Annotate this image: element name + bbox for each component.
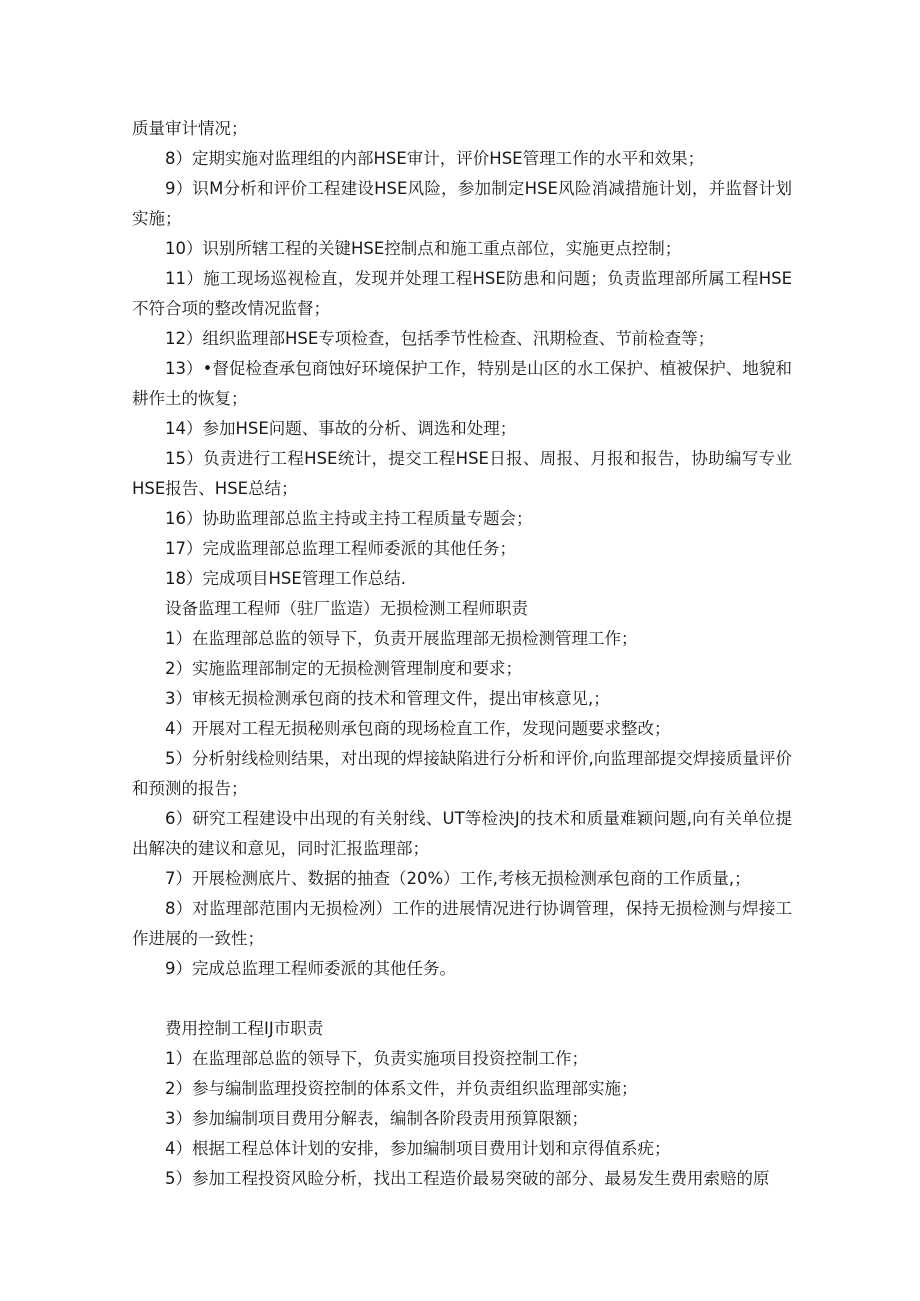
list-item: 5）分析射线检则结果，对出现的焊接缺陷进行分析和评价,向监理部提交焊接质量评价和预测的报告； — [132, 749, 792, 798]
list-item: 13）•督促检查承包商蚀好环境保护工作，特别是山区的水工保护、植被保护、地貌和耕作土的恢复； — [132, 359, 792, 408]
document-body — [132, 114, 792, 1194]
section-heading: 设备监理工程师（驻厂监造）无损检测工程师职责 — [165, 599, 528, 618]
list-item: 15）负责进行工程HSE统计，提交工程HSE日报、周报、月报和报告，协助编写专业HSE报告、HSE总结； — [132, 449, 792, 498]
list-item: 18）完成项目HSE管理工作总结. — [165, 569, 407, 588]
list-item: 9）完成总监理工程师委派的其他任务。 — [165, 959, 456, 978]
list-item: 3）审核无损检测承包商的技术和管理文件，提出审核意见,； — [165, 689, 610, 708]
list-item: 8）对监理部范围内无损检冽）工作的进展情况进行协调管理，保持无损检测与焊接工作进展的一致性； — [132, 899, 792, 948]
list-item: 14）参加HSE问题、事故的分析、调选和处理； — [165, 419, 517, 438]
list-item: 11）施工现场巡视检直，发现并处理工程HSE防患和问题；负责监理部所属工程HSE不符合项的整改情况监督； — [132, 269, 792, 318]
list-item: 12）组织监理部HSE专项检查，包括季节性检查、汛期检查、节前检查等； — [165, 329, 715, 348]
list-item: 1）在监理部总监的领导下，负责实施项目投资控制工作； — [165, 1049, 588, 1068]
list-item: 9）识M分析和评价工程建设HSE风险，参加制定HSE风险消减措施计划，并监督计划实施； — [132, 179, 792, 228]
section-heading: 费用控制工程IJ市职责 — [165, 1019, 324, 1038]
list-item: 7）开展检测底片、数据的抽查（20%）工作,考核无损检测承包商的工作质量,； — [165, 869, 751, 888]
list-item: 5）参加工程投资风睑分析，找出工程造价最易突破的部分、最易发生费用索赔的原 — [165, 1169, 770, 1188]
list-item: 16）协助监理部总监主持或主持工程质量专题会； — [165, 509, 533, 528]
list-item: 3）参加编制项目费用分解表，编制各阶段责用预算限额； — [165, 1109, 588, 1128]
list-item: 8）定期实施对监理组的内部HSE审计，评价HSE管理工作的水平和效果； — [165, 149, 705, 168]
list-item: 10）识别所辖工程的关键HSE控制点和施工重点部位，实施更点控制； — [165, 239, 682, 258]
list-item: 17）完成监理部总监理工程师委派的其他任务； — [165, 539, 516, 558]
list-item: 质量审计情况； — [132, 119, 248, 138]
list-item: 1）在监理部总监的领导下，负责开展监理部无损检测管理工作； — [165, 629, 638, 648]
list-item: 2）参与编制监理投资控制的体系文件，并负责组织监理部实施； — [165, 1079, 638, 1098]
list-item: 4）根据工程总体计划的安排，参加编制项目费用计划和京得值系疣； — [165, 1139, 671, 1158]
list-item: 6）研究工程建设中出现的有关射线、UT等检泱J的技术和质量难颖问题,向有关单位提出解决的建议和意见，同时汇报监理部； — [132, 809, 792, 858]
list-item: 2）实施监理部制定的无损检测管理制度和要求； — [165, 659, 522, 678]
list-item: 4）开展对工程无损秘则承包商的现场检直工作，发现问题要求整改； — [165, 719, 671, 738]
blank-line — [132, 984, 792, 1014]
